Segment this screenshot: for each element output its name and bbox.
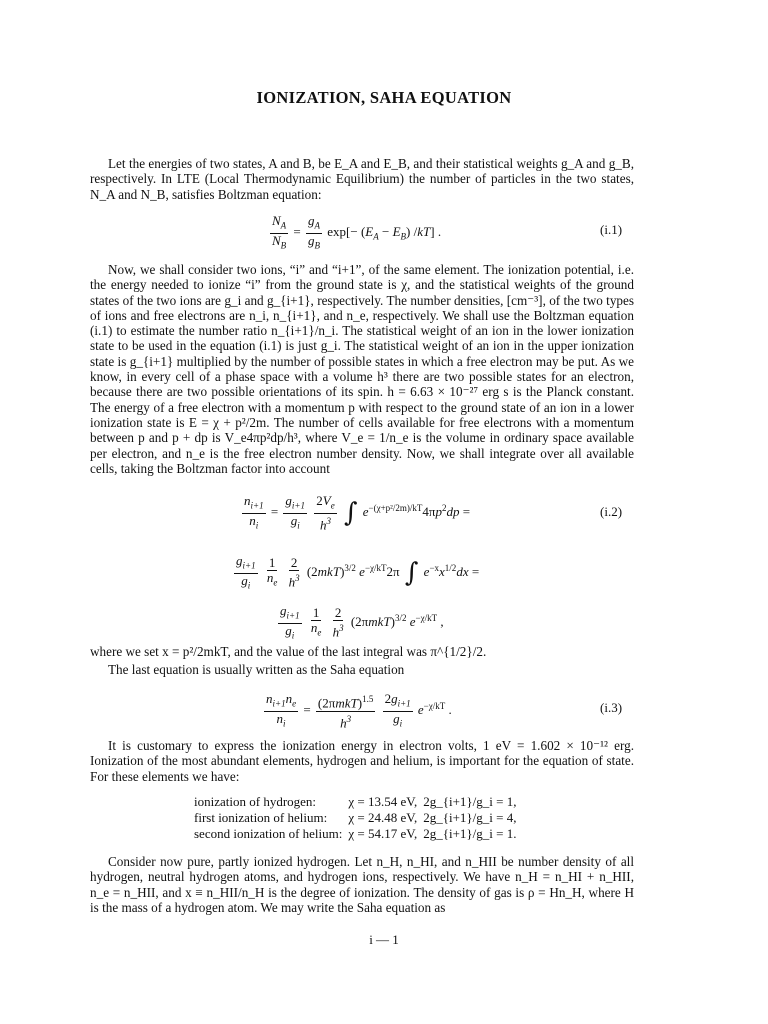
ionization-table xyxy=(194,794,522,842)
integral-sign-2: ∫ xyxy=(404,558,419,589)
equation-i2-line1: $\frac{n_{i+1}}{n_i}$ = $\frac{g_{i+1}}{g_i}$ $\frac{2V_e}{h^3}$ ∫ $e^{-(\chi+p^2/2m)/kT}4\pi p^2dp$ = xyxy=(244,493,471,533)
table-cell-g: 2g_{i+1}/g_i = 1, xyxy=(423,794,517,809)
paragraph-ionization-energy xyxy=(90,738,634,784)
equation-number-i2: (i.2) xyxy=(600,504,623,519)
paragraph-saha-intro xyxy=(90,662,634,677)
paragraph-ions xyxy=(90,262,634,476)
integral-sign-1: ∫ xyxy=(343,498,358,529)
page-footer: i — 1 xyxy=(369,932,399,947)
paragraph-intro xyxy=(90,156,634,202)
table-row xyxy=(194,810,522,826)
paragraph-hydrogen-text: Consider now pure, partly ionized hydrogen. Let n_H, n_HI, and n_HII be number density of all hydrogen, neutral hydrogen atoms, and hydrogen ions, respectively. We have n_H = n_HI + n_HII, n_e = n_HII, and x ≡ n_HII/n_H is the degree of ionization. The density of gas is ρ = Hn_H, where H is the mass of a hydrogen atom. We may write the Saha equation as xyxy=(90,854,634,915)
page-title: IONIZATION, SAHA EQUATION xyxy=(256,88,512,107)
paragraph-substitution-text: where we set x = p²/2mkT, and the value of the last integral was π^{1/2}/2. xyxy=(90,644,487,659)
paragraph-saha-intro-text: The last equation is usually written as the Saha equation xyxy=(108,662,405,677)
equation-i2-line2: $\frac{g_{i+1}}{g_i}$ $\frac{1}{n_e}$ $\frac{2}{h^3}$ $(2mkT)^{3/2}$ $e^{-\chi/kT}2\pi$ ∫ $e^{-x}x^{1/2}dx$ = xyxy=(236,553,480,591)
table-cell-label: ionization of hydrogen: xyxy=(194,794,317,809)
table-cell-chi: χ = 24.48 eV, xyxy=(348,810,418,825)
paragraph-substitution xyxy=(90,644,634,659)
paragraph-intro-text: Let the energies of two states, A and B, be E_A and E_B, and their statistical weights g_A and g_B, respectively. In LTE (Local Thermodynamic Equilibrium) the number of particles in the two states, N_A and N_B, satisfies Boltzman equation: xyxy=(90,156,634,202)
equation-i2-line3: $\frac{g_{i+1}}{g_i}$ $\frac{1}{n_e}$ $\frac{2}{h^3}$ $(2\pi mkT)^{3/2}$ $e^{-\chi/kT}$ , xyxy=(280,603,444,641)
paragraph-ions-text: Now, we shall consider two ions, “i” and “i+1”, of the same element. The ionization potential, i.e. the energy needed to ionize “i” from the ground state is χ, and the statistical weights of the ground states of the two ions are g_i and g_{i+1}, respectively. The number densities, [cm⁻³], of the two types of ions and free electrons are n_i, n_{i+1}, and n_e, respectively. We shall use the Boltzman equation (i.1) to estimate the number ratio n_{i+1}/n_i. The statistical weight of an ion in the lower ionization state to be used in the equation (i.1) is just g_i. The statistical weight of an ion in the upper ionization state is g_{i+1} multiplied by the number of possible states in which a free electron may be put. As we know, in every cell of a phase space with a volume h³ there are two possible states for an electron, because there are two possible orientations of its spin. h = 6.63 × 10⁻²⁷ erg s is the Planck constant. The energy of a free electron with a momentum p with respect to the ground state of an ion in a lower ionization state is E = χ + p²/2m. The number of cells available for free electrons with a momentum between p and p + dp is V_e4πp²dp/h³, where V_e = 1/n_e is the volume in ordinary space available per electron, and n_e is the free electron number density. Now, we shall integrate over all available cells, taking the Boltzman factor into account xyxy=(90,262,634,476)
table-cell-label: first ionization of helium: xyxy=(194,810,328,825)
table-row xyxy=(194,794,522,810)
paragraph-ionization-energy-text: It is customary to express the ionization energy in electron volts, 1 eV = 1.602 × 10⁻¹² erg. Ionization of the most abundant elements, hydrogen and helium, is important for the equation of state. For these elements we have: xyxy=(90,738,634,784)
equation-number-i1: (i.1) xyxy=(600,222,623,237)
equation-number-i3: (i.3) xyxy=(600,700,623,715)
paragraph-hydrogen xyxy=(90,854,634,915)
table-row xyxy=(194,826,522,842)
equation-i1: $\frac{N_A}{N_B}$ = $\frac{g_A}{g_B}$ $\exp[- (E_A - E_B)$ /kT] . xyxy=(272,213,442,251)
table-cell-g: 2g_{i+1}/g_i = 4, xyxy=(423,810,517,825)
equation-i3: $\frac{n_{i+1}n_e}{n_i}$ = $\frac{(2\pi mkT)^{1.5}}{h^3}$ $\frac{2g_{i+1}}{g_i}$ $e^{-\chi/kT}$ . xyxy=(266,691,452,730)
table-cell-chi: χ = 54.17 eV, xyxy=(348,826,418,841)
table-cell-chi: χ = 13.54 eV, xyxy=(348,794,418,809)
table-cell-label: second ionization of helium: xyxy=(194,826,343,841)
table-cell-g: 2g_{i+1}/g_i = 1. xyxy=(423,826,517,841)
